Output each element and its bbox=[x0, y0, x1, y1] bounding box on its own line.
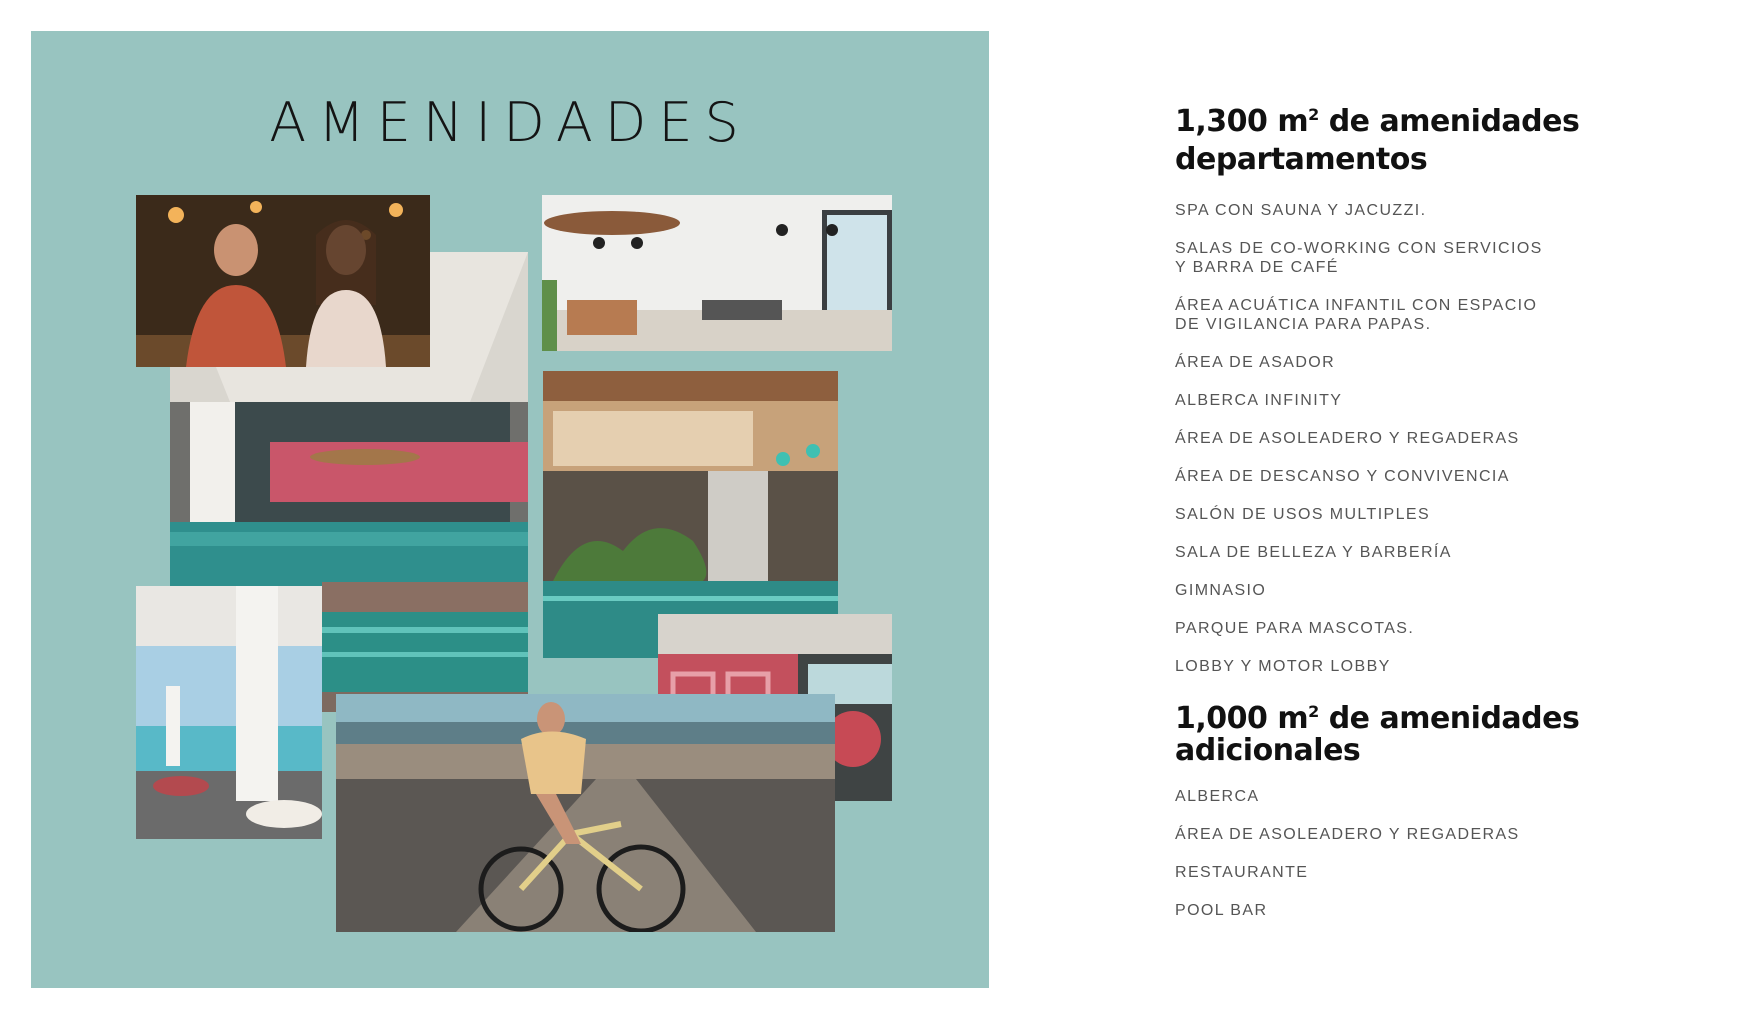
list-item: ÁREA DE ASOLEADERO Y REGADERAS bbox=[1175, 430, 1520, 447]
panel-title: AMENIDADES bbox=[269, 91, 751, 154]
list-item: SALÓN DE USOS MULTIPLES bbox=[1175, 506, 1431, 523]
section1-list bbox=[1175, 201, 1695, 676]
poolside-terrace-photo bbox=[136, 586, 322, 839]
section2-heading bbox=[1175, 696, 1695, 767]
list-item: LOBBY Y MOTOR LOBBY bbox=[1175, 658, 1391, 675]
amenities-collage-panel bbox=[31, 31, 989, 988]
indoor-pool-photo bbox=[322, 582, 528, 712]
list-item: PARQUE PARA MASCOTAS. bbox=[1175, 620, 1415, 637]
list-item: ÁREA DE DESCANSO Y CONVIVENCIA bbox=[1175, 468, 1510, 485]
list-item: ÁREA DE ASADOR bbox=[1175, 354, 1336, 371]
section1-heading-number: 1,300 m bbox=[1175, 104, 1309, 139]
list-item: ÁREA DE ASOLEADERO Y REGADERAS bbox=[1175, 826, 1520, 843]
lobby-interior-photo bbox=[542, 195, 892, 351]
amenities-text-column bbox=[1175, 96, 1695, 920]
section2-list bbox=[1175, 787, 1695, 920]
section1-heading-sup: 2 bbox=[1308, 105, 1319, 124]
section1-heading-rest: de amenidades bbox=[1318, 104, 1580, 139]
list-item: Y BARRA DE CAFÉ bbox=[1175, 259, 1339, 276]
section2-heading-rest: de amenidades bbox=[1318, 701, 1580, 736]
section1-heading-line2: departamentos bbox=[1175, 142, 1428, 177]
list-item: SPA CON SAUNA Y JACUZZI. bbox=[1175, 202, 1427, 219]
section2-heading-line2: adicionales bbox=[1175, 733, 1361, 768]
list-item: DE VIGILANCIA PARA PAPAS. bbox=[1175, 316, 1432, 333]
list-item: SALA DE BELLEZA Y BARBERÍA bbox=[1175, 544, 1452, 561]
list-item: SALAS DE CO-WORKING CON SERVICIOS bbox=[1175, 240, 1543, 257]
list-item: ALBERCA bbox=[1175, 788, 1260, 805]
section2-heading-number: 1,000 m bbox=[1175, 701, 1309, 736]
bicycle-woman-photo bbox=[336, 694, 835, 932]
list-item: ÁREA ACUÁTICA INFANTIL CON ESPACIO bbox=[1175, 297, 1538, 314]
dining-couple-photo bbox=[136, 195, 430, 367]
list-item: RESTAURANTE bbox=[1175, 864, 1309, 881]
list-item: POOL BAR bbox=[1175, 902, 1268, 919]
list-item: ALBERCA INFINITY bbox=[1175, 392, 1343, 409]
section1-heading bbox=[1175, 96, 1695, 179]
section2-heading-sup: 2 bbox=[1308, 702, 1319, 721]
list-item: GIMNASIO bbox=[1175, 582, 1267, 599]
